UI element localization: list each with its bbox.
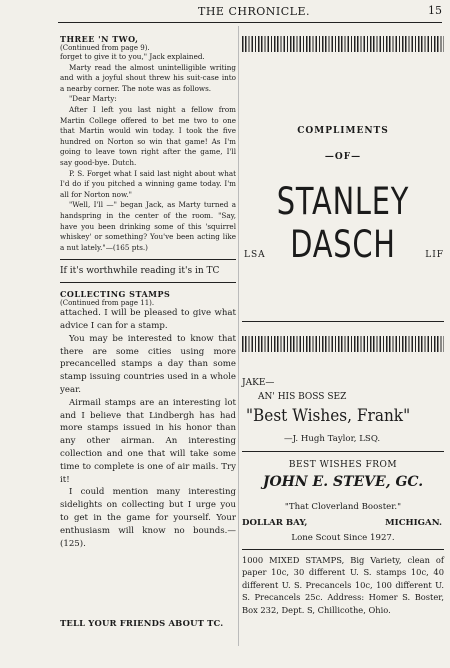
column-divider [238, 26, 239, 646]
publication-title: THE CHRONICLE. [198, 5, 310, 18]
running-header [58, 4, 442, 23]
ad-compliments: COMPLIMENTS [297, 126, 389, 136]
story-paragraph: P. S. Forget what I said last night about what I'd do if you pitched a winning game today. I'm all for Norton now." [60, 168, 236, 199]
stamps-classified-ad: 1000 MIXED STAMPS, Big Variety, clean of paper 10c, 30 different U. S. stamps 10c, 40 different U. S. Precancels 10c, 100 different U. S. Precancels 25c. Address: Homer S. Boster, Box 232, Dept. S, Chillicothe, Ohio. [242, 555, 444, 615]
ad-tag-right: LIF [425, 250, 444, 260]
story-title: THREE 'N TWO, [60, 34, 139, 44]
story-paragraph: "Well, I'll —" began Jack, as Marty turned a handspring in the center of the room. "Say, have you been drinking some of this 'squirrel whiskey' or something? You've been acting like a nut lately."—(165 pts.) [60, 200, 236, 252]
ad-line-1: JAKE— [242, 378, 275, 388]
left-column [60, 34, 236, 550]
steve-ad-since: Lone Scout Since 1927. [291, 533, 395, 543]
story-paragraph: After I left you last night a fellow from Martin College offered to bet me two to one that Martin would win today. I took the five hundred on Norton so win that game! As I'm going to leave town right after the game, I'll say good-bye. Dutch. [60, 104, 236, 167]
ad-name-headline: STANLEY DASCH [276, 180, 410, 266]
story-paragraph: forget to give it to you," Jack explained. [60, 52, 205, 61]
section-rule [242, 549, 444, 550]
stamps-paragraph: attached. I will be pleased to give what advice I can for a stamp. [60, 308, 236, 332]
story-continued-note: (Continued from page 9). [60, 44, 150, 52]
section-rule [60, 259, 236, 260]
stamps-paragraph: I could mention many interesting sidelights on collecting but I urge you to get in the game for yourself. Your enthusiasm will know no bounds.—(125). [60, 487, 236, 549]
jake-ad [242, 336, 444, 615]
page-number: 15 [428, 4, 442, 17]
tc-slogan: If it's worthwhile reading it's in TC [60, 266, 220, 277]
steve-ad-heading: BEST WISHES FROM [288, 460, 398, 470]
footer-slogan: TELL YOUR FRIENDS ABOUT TC. [60, 618, 224, 628]
steve-ad-city: DOLLAR BAY, [242, 518, 308, 528]
steve-ad-location [242, 518, 442, 528]
section-rule [60, 282, 236, 283]
steve-ad-tagline: "That Cloverland Booster." [284, 502, 402, 512]
section-rule [242, 321, 444, 322]
decorative-border-top [242, 36, 444, 52]
dasch-ad [242, 36, 444, 322]
ad-tag-left: LSA [244, 250, 266, 260]
decorative-border [242, 336, 444, 352]
section-rule [242, 451, 444, 452]
stamps-title: COLLECTING STAMPS [60, 289, 171, 300]
story-paragraph: Marty read the almost unintelligible writing and with a joyful shout threw his suit-case into a nearby corner. The note was as follows. [60, 62, 236, 93]
ad-line-2: AN' HIS BOSS SEZ [258, 392, 347, 402]
stamps-paragraph: You may be interested to know that there are some cities using more precancelled stamps a day than some stamp issuing countries used in a whole year. [60, 333, 236, 396]
steve-ad-state: MICHIGAN. [385, 518, 442, 528]
stamps-continued-note: (Continued from page 11). [60, 299, 155, 308]
story-paragraph: "Dear Marty: [69, 94, 117, 104]
ad-slogan: "Best Wishes, Frank" [246, 406, 411, 426]
ad-signature: —J. Hugh Taylor, LSQ. [284, 434, 381, 444]
stamps-paragraph: Airmail stamps are an interesting lot and I believe that Lindbergh has had more stamps issued in his honor than any other airman. An interesting collection and one that will take some time to complete is one of air mails. Try it! [60, 397, 236, 485]
steve-ad-name: JOHN E. STEVE, GC. [262, 474, 424, 490]
ad-of: —OF— [324, 152, 362, 162]
